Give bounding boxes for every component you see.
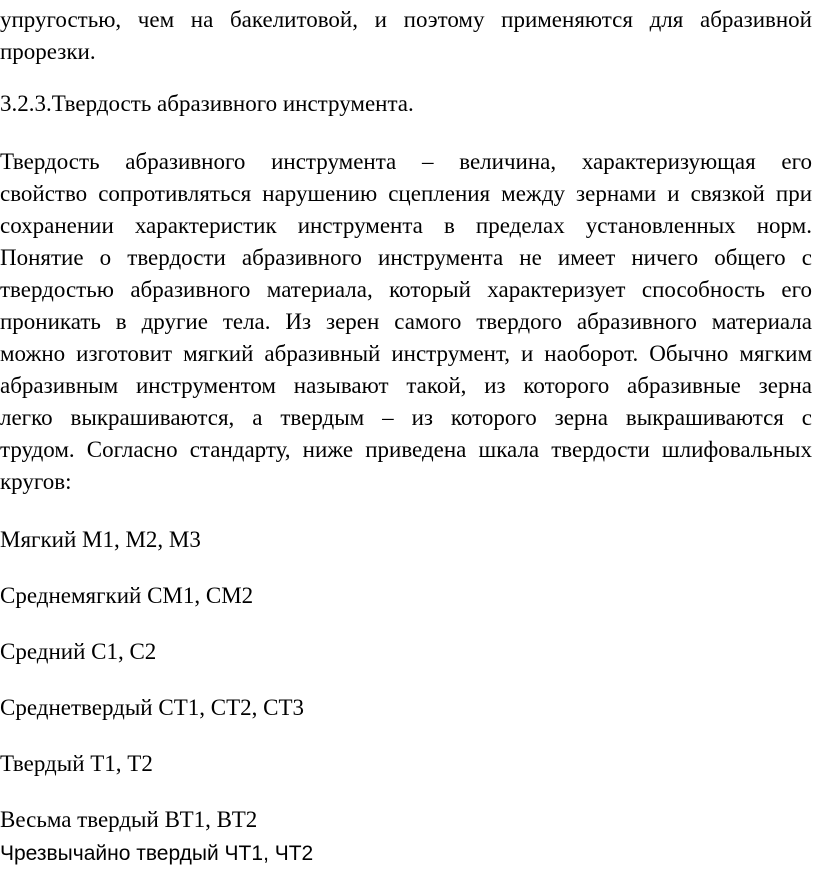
paragraph-line: Понятие о твердости абразивного инструмента не имеет ничего общего с xyxy=(0,245,812,270)
scale-item-soft: Мягкий М1, М2, М3 xyxy=(0,527,201,552)
paragraph-line: проникать в другие тела. Из зерен самого твердого абразивного материала xyxy=(0,309,812,334)
scale-item-medium-hard: Среднетвердый СТ1, СТ2, СТ3 xyxy=(0,695,305,720)
section-heading: 3.2.3.Твердость абразивного инструмента. xyxy=(0,91,414,116)
paragraph-line: Твердость абразивного инструмента – величина, характеризующая его xyxy=(0,149,812,174)
paragraph-line: абразивным инструментом называют такой, из которого абразивные зерна xyxy=(0,373,812,398)
scale-item-medium-soft: Среднемягкий СМ1, СМ2 xyxy=(0,583,254,608)
intro-line-2: прорезки. xyxy=(0,39,96,64)
scale-item-hard: Твердый Т1, Т2 xyxy=(0,751,153,776)
paragraph-line: свойство сопротивляться нарушению сцепления между зернами и связкой при xyxy=(0,181,812,206)
paragraph-line: можно изготовит мягкий абразивный инструмент, и наоборот. Обычно мягким xyxy=(0,341,812,366)
paragraph-line: трудом. Согласно стандарту, ниже приведена шкала твердости шлифовальных xyxy=(0,437,812,462)
paragraph-line: сохранении характеристик инструмента в пределах установленных норм. xyxy=(0,213,812,238)
paragraph-line: твердостью абразивного материала, который характеризует способность его xyxy=(0,277,812,302)
paragraph-line: кругов: xyxy=(0,469,72,494)
intro-line-1: упругостью, чем на бакелитовой, и поэтому применяются для абразивной xyxy=(0,7,812,32)
scale-item-medium: Средний С1, С2 xyxy=(0,639,157,664)
scale-item-extremely-hard: Чрезвычайно твердый ЧТ1, ЧТ2 xyxy=(0,842,314,865)
scale-item-very-hard: Весьма твердый ВТ1, ВТ2 xyxy=(0,807,258,832)
paragraph-line: легко выкрашиваются, а твердым – из которого зерна выкрашиваются с xyxy=(0,405,812,430)
